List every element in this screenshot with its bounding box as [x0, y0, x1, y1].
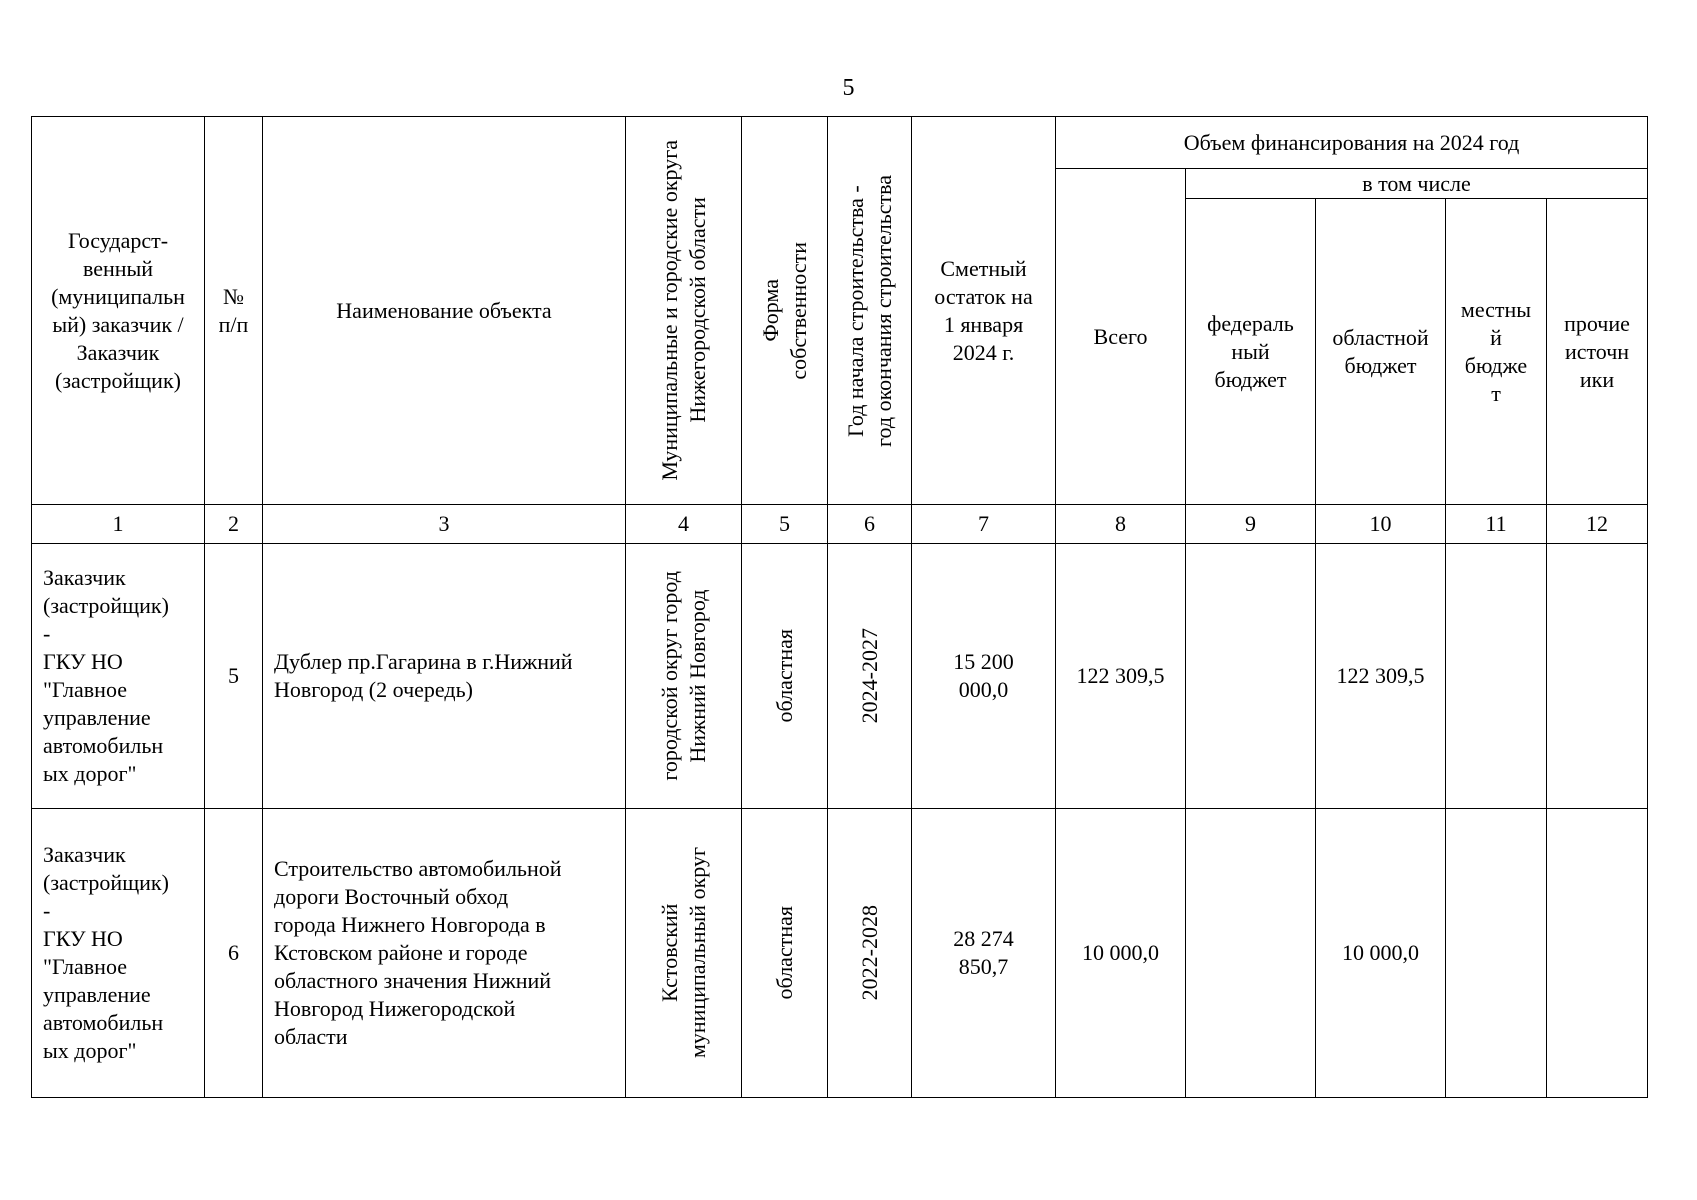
row-municipality: Кстовский муниципальный округ [626, 809, 742, 1098]
header-object-name: Наименование объекта [263, 117, 626, 505]
page-number: 5 [842, 75, 855, 101]
header-municipality: Муниципальные и городские округа Нижегородской области [626, 117, 742, 505]
row-object-name: Дублер пр.Гагарина в г.Нижний Новгород (2 очередь) [263, 544, 626, 809]
header-years: Год начала строительства - год окончания строительства [828, 117, 912, 505]
row-federal [1186, 809, 1316, 1098]
row-federal [1186, 544, 1316, 809]
header-customer: Государст- венный (муниципальн ый) заказчик / Заказчик (застройщик) [32, 117, 205, 505]
row-ownership: областная [742, 544, 828, 809]
row-customer: Заказчик (застройщик) - ГКУ НО "Главное управление автомобильн ых дорог" [32, 809, 205, 1098]
row-municipality: городской округ город Нижний Новгород [626, 544, 742, 809]
header-balance: Сметный остаток на 1 января 2024 г. [912, 117, 1056, 505]
column-number-row [32, 505, 1648, 544]
row-years: 2024-2027 [828, 544, 912, 809]
column-number: 7 [912, 505, 1056, 544]
row-years: 2022-2028 [828, 809, 912, 1098]
header-federal: федераль ный бюджет [1186, 199, 1316, 505]
row-number: 5 [205, 544, 263, 809]
header-regional: областной бюджет [1316, 199, 1446, 505]
header-local: местны й бюдже т [1446, 199, 1547, 505]
column-number: 8 [1056, 505, 1186, 544]
row-regional: 122 309,5 [1316, 544, 1446, 809]
column-number: 10 [1316, 505, 1446, 544]
row-other [1547, 544, 1648, 809]
row-balance: 15 200 000,0 [912, 544, 1056, 809]
row-local [1446, 544, 1547, 809]
column-number: 5 [742, 505, 828, 544]
header-number: № п/п [205, 117, 263, 505]
table-row [32, 544, 1648, 809]
row-customer: Заказчик (застройщик) - ГКУ НО "Главное управление автомобильн ых дорог" [32, 544, 205, 809]
column-number: 6 [828, 505, 912, 544]
row-total: 10 000,0 [1056, 809, 1186, 1098]
column-number: 3 [263, 505, 626, 544]
column-number: 2 [205, 505, 263, 544]
column-number: 12 [1547, 505, 1648, 544]
header-row-group [32, 117, 1648, 169]
investment-program-table [31, 116, 1648, 1098]
header-total: Всего [1056, 169, 1186, 505]
column-number: 9 [1186, 505, 1316, 544]
row-total: 122 309,5 [1056, 544, 1186, 809]
header-other: прочие источн ики [1547, 199, 1648, 505]
row-ownership: областная [742, 809, 828, 1098]
header-funding-group: Объем финансирования на 2024 год [1056, 117, 1648, 169]
row-number: 6 [205, 809, 263, 1098]
table-row [32, 809, 1648, 1098]
header-ownership: Форма собственности [742, 117, 828, 505]
row-local [1446, 809, 1547, 1098]
column-number: 1 [32, 505, 205, 544]
header-including: в том числе [1186, 169, 1648, 199]
row-other [1547, 809, 1648, 1098]
column-number: 11 [1446, 505, 1547, 544]
column-number: 4 [626, 505, 742, 544]
row-balance: 28 274 850,7 [912, 809, 1056, 1098]
row-regional: 10 000,0 [1316, 809, 1446, 1098]
row-object-name: Строительство автомобильной дороги Восточный обход города Нижнего Новгорода в Кстовском районе и городе областного значения Нижний Новгород Нижегородской области [263, 809, 626, 1098]
